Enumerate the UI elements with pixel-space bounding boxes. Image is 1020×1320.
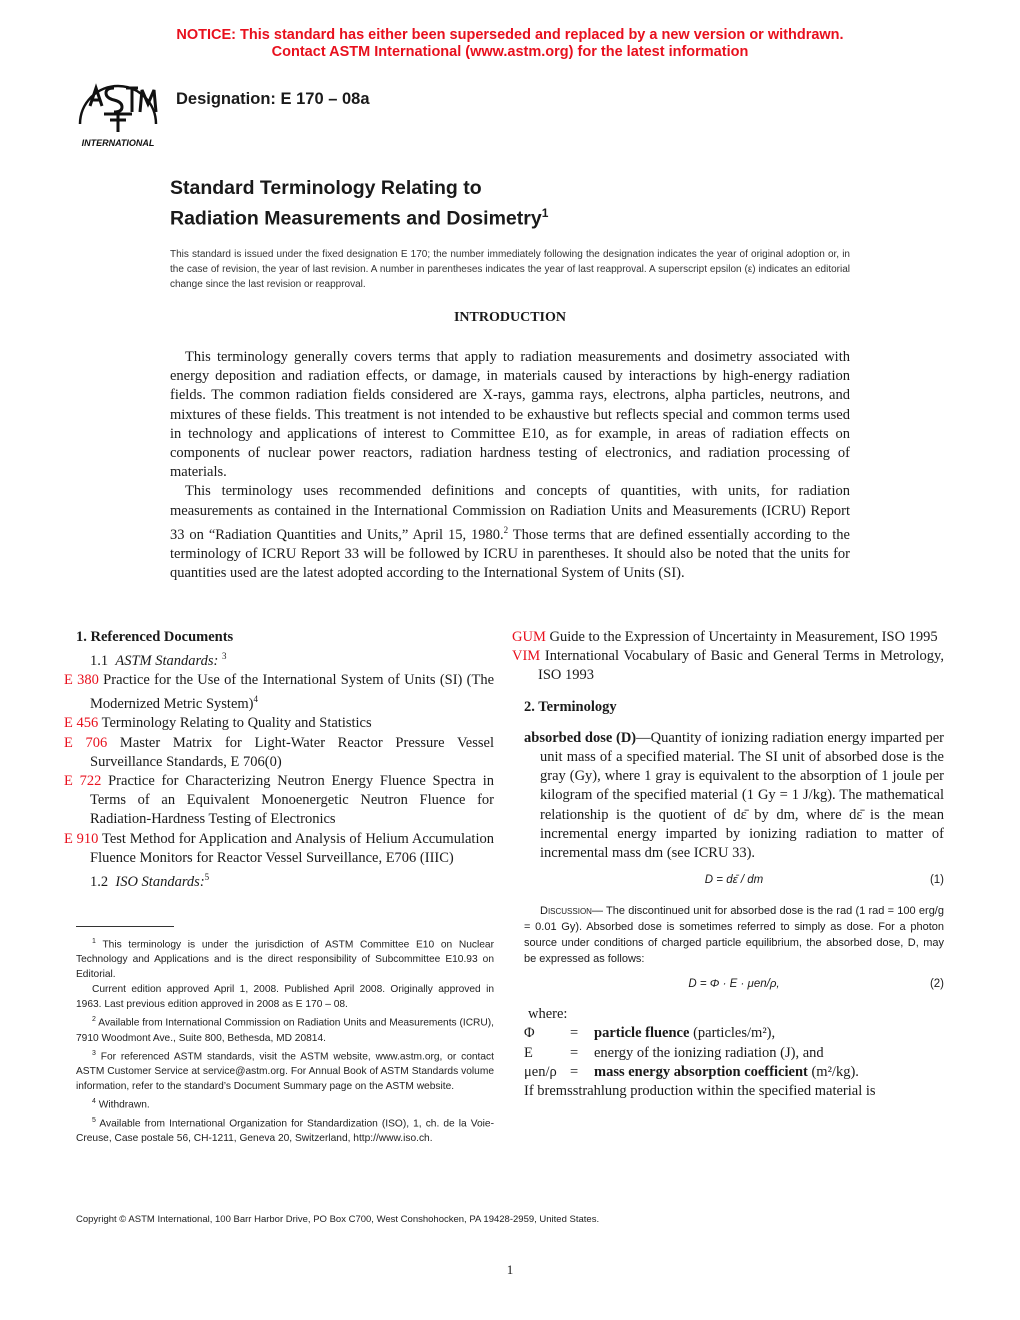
reference-link-vim[interactable]: VIM (512, 648, 541, 665)
astm-logo (74, 80, 162, 150)
where-label: where: (528, 1006, 568, 1023)
term-absorbed-dose: absorbed dose (D) (524, 729, 637, 746)
introduction-heading: INTRODUCTION (453, 310, 566, 325)
document-title (170, 176, 548, 232)
reference-e456: E 456 Terminology Relating to Quality and Statistics (64, 715, 372, 732)
reference-link-e722[interactable]: E 722 (64, 773, 102, 790)
where-row-coefficient: μen/ρ = mass energy absorption coefficient (m²/kg). (524, 1063, 859, 1080)
footnote-3: $^3$ For referenced ASTM standards, visit the ASTM website, www.astm.org, or contact ASTM Customer Service at service@astm.org. For Annual Book of ASTM Standards volume information, refer to the standard’s Document Summary page on the ASTM website. (76, 1049, 494, 1093)
right-column (512, 628, 944, 1101)
reference-link-e456[interactable]: E 456 (64, 715, 99, 732)
where-row-fluence: Φ = particle fluence (particles/m²), (524, 1025, 776, 1042)
notice-line-1: NOTICE: This standard has either been superseded and replaced by a new version or withdrawn. (176, 27, 844, 43)
section-1-heading: 1. Referenced Documents (76, 629, 234, 645)
reference-link-e706[interactable]: E 706 (64, 734, 108, 751)
iso-standards-subheading: 1.2 ISO Standards:$^5$ (90, 872, 210, 890)
reference-gum: GUM Guide to the Expression of Uncertainty in Measurement, ISO 1995 (512, 629, 938, 645)
title-footnote-mark: 1 (541, 206, 549, 220)
introduction-body (170, 348, 850, 583)
reference-link-gum[interactable]: GUM (512, 629, 546, 645)
where-block (524, 1005, 944, 1082)
footnote-2: $^2$ Available from International Commission on Radiation Units and Measurements (ICRU), 7910 Woodmont Ave., Suite 800, Bethesda, MD 20814. (76, 1016, 494, 1044)
copyright: Copyright © ASTM International, 100 Barr Harbor Drive, PO Box C700, West Conshohocken, PA 19428-2959, United States. (76, 1214, 600, 1225)
section-2-heading: 2. Terminology (524, 698, 617, 715)
continuation-line: If bremsstrahlung production within the specified material is (524, 1083, 876, 1100)
where-row-energy: E = energy of the ionizing radiation (J), and (524, 1044, 824, 1061)
designation: Designation: E 170 – 08a (176, 90, 370, 108)
reference-e706: E 706 Master Matrix for Light-Water Reactor Pressure Vessel Surveillance Standards, E 706(0) (64, 734, 494, 770)
issue-note: This standard is issued under the fixed designation E 170; the number immediately following the designation indicates the year of original adoption or, in the case of revision, the year of last revision. A number in parentheses indicates the year of last reapproval. A superscript epsilon (ε) indicates an editorial change since the last revision or reapproval. (170, 249, 850, 290)
footnote-1: $^1$ This terminology is under the jurisdiction of ASTM Committee E10 on Nuclear Technology and Applications and is the direct responsibility of Subcommittee E10.93 on Editorial. (76, 938, 494, 981)
definition-absorbed-dose: absorbed dose (D)—Quantity of ionizing radiation energy imparted per unit mass of a specified material. The SI unit of absorbed dose is the gray (Gy), where 1 gray is equivalent to the absorption of 1 joule per kilogram of the specified material (1 Gy = 1 J/kg). The mathematical relationship is the quotient of dε̄ by dm, where dε̄ is the mean incremental energy imparted by ionizing radiation to matter of incremental mass dm (see ICRU 33). (524, 729, 944, 862)
astm-standards-subheading: 1.1 ASTM Standards: $^3$ (90, 651, 227, 670)
astm-reference-list (64, 671, 495, 868)
notice-line-2: Contact ASTM International (www.astm.org) for the latest information (271, 44, 749, 60)
footnotes (76, 934, 494, 1146)
page-number: 1 (506, 1262, 514, 1277)
footnote-edition: Current edition approved April 1, 2008. Published April 2008. Originally approved in 1963. Last previous edition approved in 2008 as E 170 – 08. (76, 984, 494, 1011)
reference-link-e910[interactable]: E 910 (64, 830, 99, 847)
footnote-5: $^5$ Available from International Organization for Standardization (ISO), 1, ch. de la Voie-Creuse, Case postale 56, CH-1211, Geneva 20, Switzerland, http://www.iso.ch. (76, 1116, 494, 1144)
intro-paragraph-2: This terminology uses recommended definitions and concepts of quantities, with units, for radiation measurements as contained in the International Commission on Radiation Units and Measurements (ICRU) Report 33 on “Radiation Quantities and Units,” April 15, 1980.$^2$ Those terms that are defined essentially according to the terminology of ICRU Report 33 will be followed by ICRU in parentheses. It should also be noted that the units for quantities used are the latest adopted according to the International System of Units (SI). (170, 483, 850, 582)
reference-e910: E 910 Test Method for Application and Analysis of Helium Accumulation Fluence Monitors for Reactor Vessel Surveillance, E706 (IIIC) (64, 830, 494, 866)
title-line-2: Radiation Measurements and Dosimetry (170, 207, 542, 230)
reference-e380: E 380 Practice for the Use of the International System of Units (SI) (The Modernized Metric System)$^4$ (64, 672, 495, 713)
discussion-note: Discussion— The discontinued unit for absorbed dose is the rad (1 rad = 100 erg/g = 0.01 Gy). Absorbed dose is sometimes referred to simply as dose. For a photon source under conditions of charged particle equilibrium, the absorbed dose, D, may be expressed as follows: (524, 905, 944, 966)
reference-vim: VIM International Vocabulary of Basic and General Terms in Metrology, ISO 1993 (512, 648, 944, 684)
svg-text:INTERNATIONAL: INTERNATIONAL (81, 138, 155, 148)
reference-e722: E 722 Practice for Characterizing Neutron Energy Fluence Spectra in Terms of an Equivalent Monoenergetic Neutron Fluence for Radiation-Hardness Testing of Electronics (64, 773, 495, 828)
title-line-1: Standard Terminology Relating to (170, 177, 482, 199)
footnote-divider (76, 926, 174, 927)
left-column (64, 628, 495, 892)
footnote-4: $^4$ Withdrawn. (92, 1098, 150, 1111)
intro-paragraph-1: This terminology generally covers terms that apply to radiation measurements and dosimetry associated with energy deposition and radiation effects, or damage, in materials caused by interactions by high-energy radiation fields. The common radiation fields considered are X-rays, gamma rays, electrons, alpha particles, neutrons, and mixtures of these fields. This treatment is not intended to be exhaustive but reflects special and common terms used in technology and applications of interest to Committee E10, as for example, in areas of radiation effects on components of nuclear power reactors, radiation hardness testing of electronics, and radiation processing of materials. (170, 349, 850, 481)
equation-1: D = dε̄ / dm (1) (704, 874, 944, 887)
equation-2: D = Φ · E · μen/ρ, (2) (688, 978, 944, 991)
reference-link-e380[interactable]: E 380 (64, 672, 99, 689)
